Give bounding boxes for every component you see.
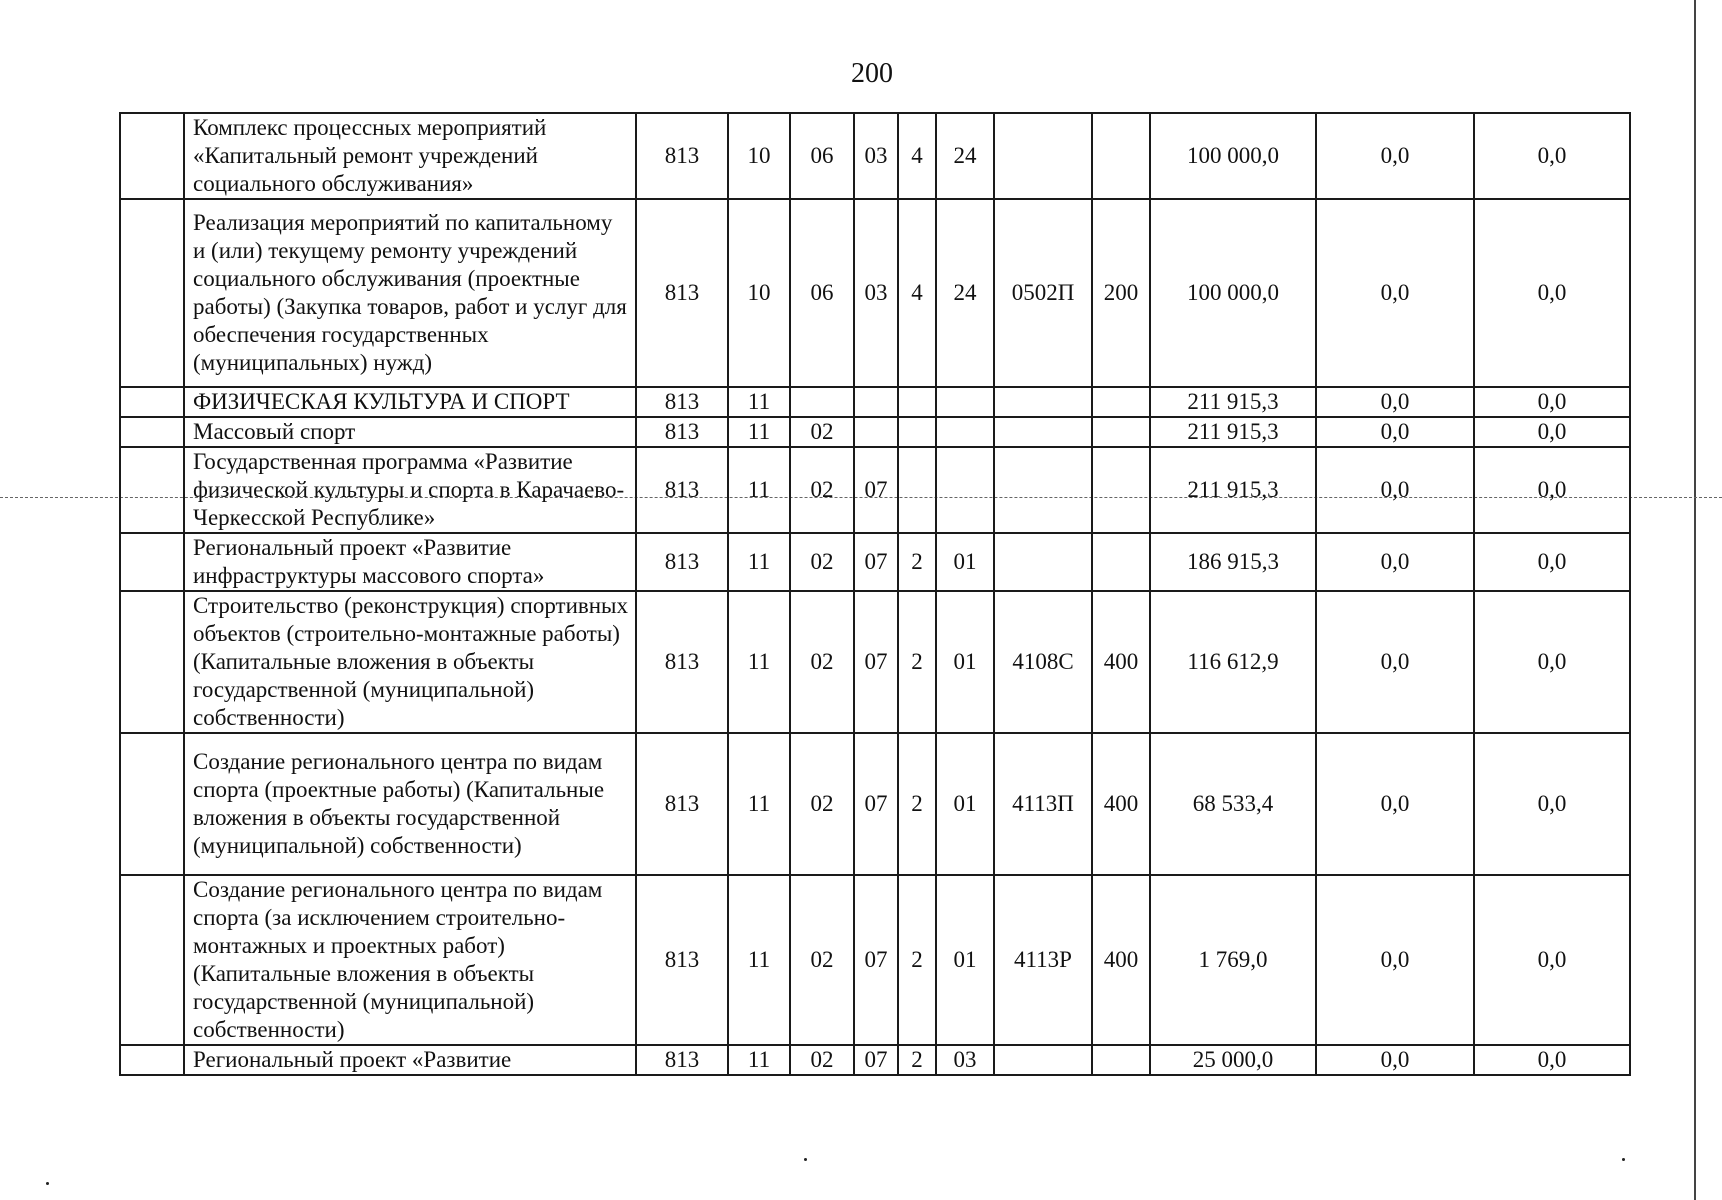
cell-cs3: 24 bbox=[936, 113, 994, 199]
cell-cs1: 07 bbox=[854, 591, 898, 733]
cell-pr bbox=[790, 387, 854, 417]
table-row bbox=[120, 447, 1630, 533]
cell-sum2: 0,0 bbox=[1316, 447, 1474, 533]
cell-sum3: 0,0 bbox=[1474, 1045, 1630, 1075]
cell-ved: 813 bbox=[636, 199, 728, 387]
row-margin-cell bbox=[120, 733, 184, 875]
cell-sum2: 0,0 bbox=[1316, 1045, 1474, 1075]
cell-sum1: 100 000,0 bbox=[1150, 199, 1316, 387]
cell-vr: 400 bbox=[1092, 733, 1150, 875]
cell-cs1: 07 bbox=[854, 533, 898, 591]
cell-vr bbox=[1092, 417, 1150, 447]
cell-cs4: 4113Р bbox=[994, 875, 1092, 1045]
cell-rz: 10 bbox=[728, 113, 790, 199]
cell-cs1: 07 bbox=[854, 1045, 898, 1075]
cell-name: Региональный проект «Развитие инфраструктуры массового спорта» bbox=[184, 533, 636, 591]
cell-sum3: 0,0 bbox=[1474, 199, 1630, 387]
cell-ved: 813 bbox=[636, 591, 728, 733]
cell-rz: 11 bbox=[728, 417, 790, 447]
scan-speck bbox=[46, 1182, 49, 1185]
cell-cs1: 07 bbox=[854, 733, 898, 875]
cell-cs1: 03 bbox=[854, 113, 898, 199]
cell-name: Государственная программа «Развитие физической культуры и спорта в Карачаево-Черкесской Республике» bbox=[184, 447, 636, 533]
cell-cs4 bbox=[994, 447, 1092, 533]
table-row bbox=[120, 591, 1630, 733]
cell-sum2: 0,0 bbox=[1316, 387, 1474, 417]
cell-rz: 11 bbox=[728, 447, 790, 533]
cell-sum3: 0,0 bbox=[1474, 387, 1630, 417]
cell-pr: 06 bbox=[790, 199, 854, 387]
row-margin-cell bbox=[120, 875, 184, 1045]
page-number: 200 bbox=[851, 58, 893, 89]
cell-cs2: 4 bbox=[898, 199, 936, 387]
cell-cs4 bbox=[994, 1045, 1092, 1075]
cell-rz: 11 bbox=[728, 1045, 790, 1075]
cell-cs3: 01 bbox=[936, 591, 994, 733]
cell-pr: 02 bbox=[790, 1045, 854, 1075]
cell-sum3: 0,0 bbox=[1474, 875, 1630, 1045]
cell-sum2: 0,0 bbox=[1316, 199, 1474, 387]
row-margin-cell bbox=[120, 1045, 184, 1075]
cell-sum3: 0,0 bbox=[1474, 591, 1630, 733]
cell-vr bbox=[1092, 447, 1150, 533]
cell-vr: 200 bbox=[1092, 199, 1150, 387]
cell-cs4 bbox=[994, 113, 1092, 199]
cell-cs2 bbox=[898, 417, 936, 447]
row-margin-cell bbox=[120, 387, 184, 417]
row-margin-cell bbox=[120, 447, 184, 533]
cell-ved: 813 bbox=[636, 113, 728, 199]
cell-vr: 400 bbox=[1092, 875, 1150, 1045]
cell-ved: 813 bbox=[636, 1045, 728, 1075]
cell-name: Массовый спорт bbox=[184, 417, 636, 447]
cell-vr bbox=[1092, 113, 1150, 199]
cell-cs1: 07 bbox=[854, 875, 898, 1045]
cell-cs1 bbox=[854, 417, 898, 447]
cell-pr: 02 bbox=[790, 417, 854, 447]
cell-name: Региональный проект «Развитие bbox=[184, 1045, 636, 1075]
table-row bbox=[120, 1045, 1630, 1075]
cell-rz: 11 bbox=[728, 387, 790, 417]
cell-cs3: 03 bbox=[936, 1045, 994, 1075]
cell-sum1: 25 000,0 bbox=[1150, 1045, 1316, 1075]
cell-cs3: 01 bbox=[936, 733, 994, 875]
cell-cs1: 03 bbox=[854, 199, 898, 387]
cell-vr bbox=[1092, 533, 1150, 591]
cell-sum1: 68 533,4 bbox=[1150, 733, 1316, 875]
cell-ved: 813 bbox=[636, 447, 728, 533]
row-margin-cell bbox=[120, 113, 184, 199]
cell-pr: 02 bbox=[790, 447, 854, 533]
table-row bbox=[120, 417, 1630, 447]
cell-name: Реализация мероприятий по капитальному и (или) текущему ремонту учреждений социального обслуживания (проектные работы) (Закупка товаров, работ и услуг для обеспечения государственных (муниципальных) нужд) bbox=[184, 199, 636, 387]
cell-cs4: 4113П bbox=[994, 733, 1092, 875]
table-row bbox=[120, 113, 1630, 199]
cell-sum2: 0,0 bbox=[1316, 113, 1474, 199]
cell-ved: 813 bbox=[636, 733, 728, 875]
cell-cs2: 2 bbox=[898, 733, 936, 875]
table-row bbox=[120, 533, 1630, 591]
cell-pr: 02 bbox=[790, 875, 854, 1045]
cell-sum3: 0,0 bbox=[1474, 447, 1630, 533]
row-margin-cell bbox=[120, 533, 184, 591]
cell-sum3: 0,0 bbox=[1474, 533, 1630, 591]
cell-cs2: 2 bbox=[898, 875, 936, 1045]
cell-cs3: 01 bbox=[936, 875, 994, 1045]
cell-ved: 813 bbox=[636, 387, 728, 417]
cell-name: Создание регионального центра по видам спорта (проектные работы) (Капитальные вложения в объекты государственной (муниципальной) собственности) bbox=[184, 733, 636, 875]
cell-sum2: 0,0 bbox=[1316, 533, 1474, 591]
scan-speck bbox=[804, 1158, 807, 1161]
scan-speck bbox=[1622, 1158, 1625, 1161]
cell-sum1: 1 769,0 bbox=[1150, 875, 1316, 1045]
cell-rz: 11 bbox=[728, 591, 790, 733]
cell-sum1: 186 915,3 bbox=[1150, 533, 1316, 591]
cell-sum2: 0,0 bbox=[1316, 875, 1474, 1045]
cell-rz: 11 bbox=[728, 875, 790, 1045]
cell-sum1: 100 000,0 bbox=[1150, 113, 1316, 199]
cell-cs4: 4108С bbox=[994, 591, 1092, 733]
cell-cs2 bbox=[898, 447, 936, 533]
cell-rz: 10 bbox=[728, 199, 790, 387]
table-row bbox=[120, 387, 1630, 417]
cell-name: ФИЗИЧЕСКАЯ КУЛЬТУРА И СПОРТ bbox=[184, 387, 636, 417]
cell-vr bbox=[1092, 1045, 1150, 1075]
cell-cs1 bbox=[854, 387, 898, 417]
cell-sum1: 211 915,3 bbox=[1150, 387, 1316, 417]
cell-rz: 11 bbox=[728, 733, 790, 875]
cell-sum1: 116 612,9 bbox=[1150, 591, 1316, 733]
cell-sum2: 0,0 bbox=[1316, 417, 1474, 447]
cell-name: Строительство (реконструкция) спортивных объектов (строительно-монтажные работы) (Капитальные вложения в объекты государственной (муниципальной) собственности) bbox=[184, 591, 636, 733]
cell-ved: 813 bbox=[636, 417, 728, 447]
cell-pr: 02 bbox=[790, 733, 854, 875]
cell-cs2 bbox=[898, 387, 936, 417]
table-row bbox=[120, 733, 1630, 875]
cell-cs2: 2 bbox=[898, 1045, 936, 1075]
cell-sum3: 0,0 bbox=[1474, 417, 1630, 447]
cell-ved: 813 bbox=[636, 875, 728, 1045]
cell-name: Комплекс процессных мероприятий «Капитальный ремонт учреждений социального обслуживания» bbox=[184, 113, 636, 199]
budget-table bbox=[119, 112, 1631, 1076]
cell-cs3 bbox=[936, 447, 994, 533]
cell-cs3: 01 bbox=[936, 533, 994, 591]
cell-vr bbox=[1092, 387, 1150, 417]
table-row bbox=[120, 199, 1630, 387]
cell-cs4: 0502П bbox=[994, 199, 1092, 387]
cell-sum1: 211 915,3 bbox=[1150, 447, 1316, 533]
cell-sum1: 211 915,3 bbox=[1150, 417, 1316, 447]
cell-cs3: 24 bbox=[936, 199, 994, 387]
cell-vr: 400 bbox=[1092, 591, 1150, 733]
cell-rz: 11 bbox=[728, 533, 790, 591]
cell-sum3: 0,0 bbox=[1474, 113, 1630, 199]
table-row bbox=[120, 875, 1630, 1045]
cell-sum3: 0,0 bbox=[1474, 733, 1630, 875]
cell-pr: 02 bbox=[790, 533, 854, 591]
cell-pr: 06 bbox=[790, 113, 854, 199]
cell-cs4 bbox=[994, 417, 1092, 447]
cell-cs2: 2 bbox=[898, 591, 936, 733]
cell-cs1: 07 bbox=[854, 447, 898, 533]
row-margin-cell bbox=[120, 591, 184, 733]
cell-cs2: 2 bbox=[898, 533, 936, 591]
cell-name: Создание регионального центра по видам спорта (за исключением строительно-монтажных и проектных работ) (Капитальные вложения в объекты государственной (муниципальной) собственности) bbox=[184, 875, 636, 1045]
cell-cs3 bbox=[936, 387, 994, 417]
row-margin-cell bbox=[120, 199, 184, 387]
cell-cs2: 4 bbox=[898, 113, 936, 199]
cell-cs4 bbox=[994, 533, 1092, 591]
row-margin-cell bbox=[120, 417, 184, 447]
cell-cs3 bbox=[936, 417, 994, 447]
scan-edge-line bbox=[1694, 0, 1696, 1200]
cell-pr: 02 bbox=[790, 591, 854, 733]
cell-sum2: 0,0 bbox=[1316, 591, 1474, 733]
cell-cs4 bbox=[994, 387, 1092, 417]
cell-sum2: 0,0 bbox=[1316, 733, 1474, 875]
cell-ved: 813 bbox=[636, 533, 728, 591]
